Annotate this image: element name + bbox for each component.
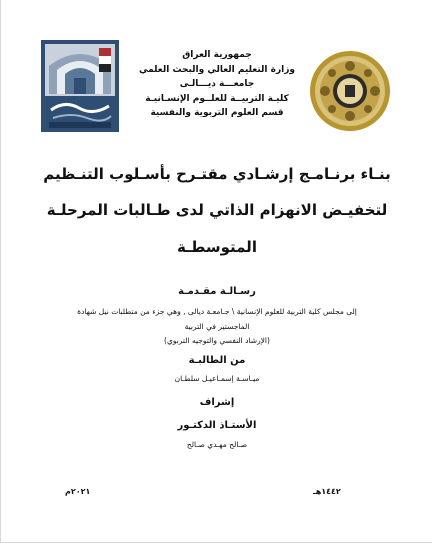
country-name: جمهورية العراق bbox=[182, 50, 252, 60]
thesis-statement-line-1: إلى مجلس كلية التربية للعلوم الإنسانية \ جـامعـة ديالى , وهي جزء من متطلبات نيل شهادة bbox=[77, 307, 357, 316]
institution-header bbox=[131, 48, 303, 121]
thesis-statement-line-2: الماجستير في التربية bbox=[184, 322, 250, 331]
university-name: جامعـــة ديـــالـى bbox=[179, 79, 255, 89]
student-label: من الطالبـة bbox=[188, 355, 246, 366]
supervisor-name: صـالح مهـدي صـالح bbox=[186, 440, 248, 449]
hijri-year: ١٤٤٢هـ bbox=[313, 487, 341, 496]
student-name: ميـاسـة إسمـاعيـل سلطـان bbox=[174, 374, 260, 383]
thesis-title-line-1: بنـاء برنـامـج إرشـادي مقتـرح بأسـلوب التنـظيم bbox=[43, 165, 391, 183]
college-seal bbox=[309, 50, 391, 132]
university-logo bbox=[41, 40, 119, 132]
department-name: قسم العلوم التربوية والنفسية bbox=[150, 108, 284, 118]
supervision-label: إشراف bbox=[199, 397, 235, 408]
thesis-statement-line-3: (الإرشاد النفسي والتوجيه التربوي) bbox=[164, 336, 270, 345]
supervisor-title: الأستـاذ الدكتـور bbox=[177, 420, 257, 431]
thesis-title-line-3: المتوسطـة bbox=[177, 238, 257, 256]
college-name: كليـة التربيــة للعلــوم الإنسـانيـة bbox=[145, 93, 289, 104]
gregorian-year: ٢٠٢١م bbox=[65, 487, 91, 496]
thesis-heading: رسـالـة مقـدمـة bbox=[178, 286, 256, 297]
thesis-title-line-2: لتخفيـض الانهزام الذاتي لدى طـالبات المرحلـة bbox=[46, 201, 388, 219]
ministry-name: وزارة التعليم العالي والبحث العلمي bbox=[138, 64, 296, 75]
